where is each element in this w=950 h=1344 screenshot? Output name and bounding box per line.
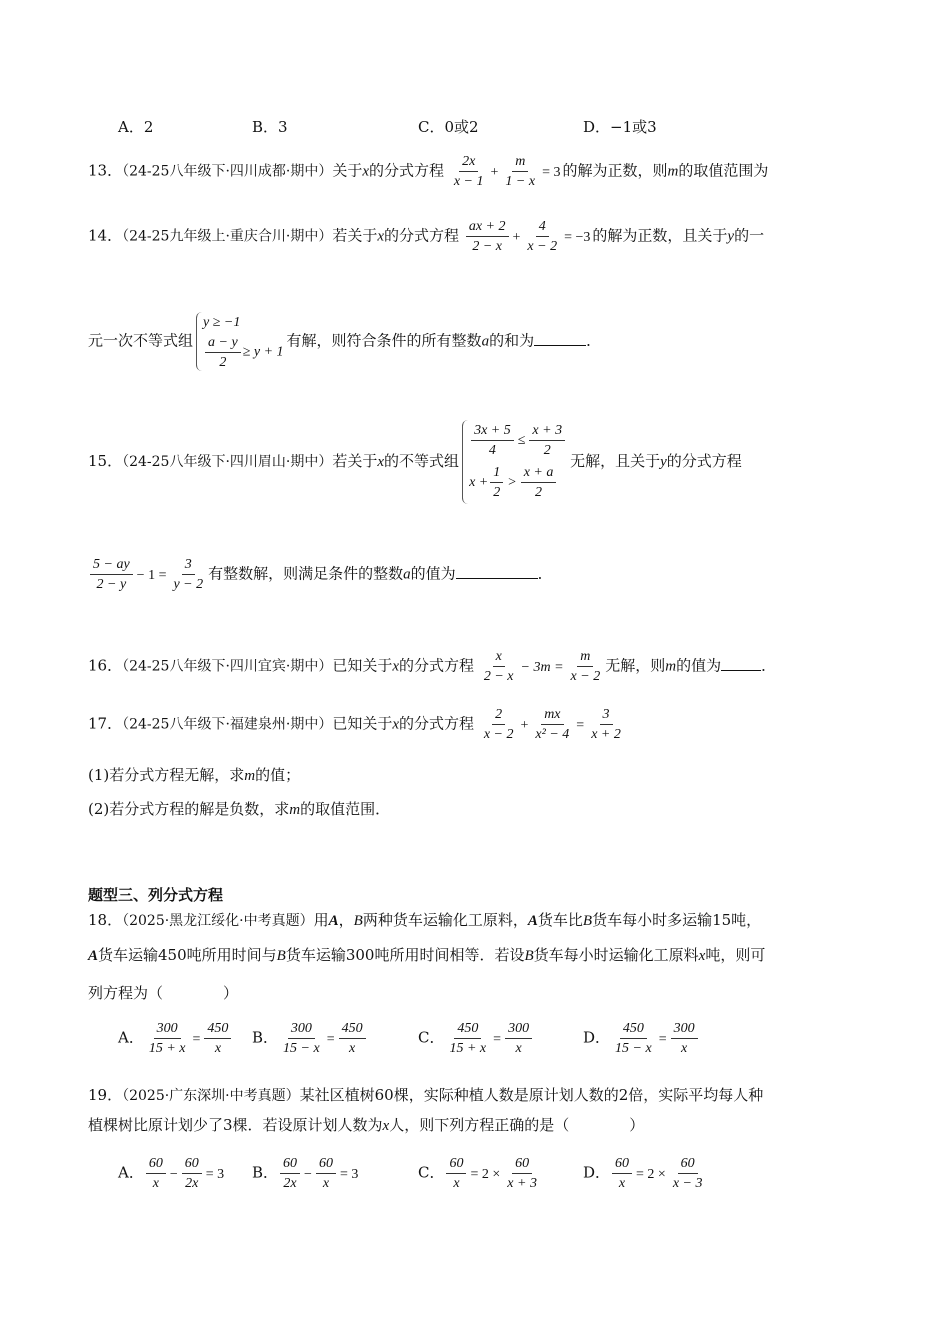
question-source: （24-25八年级下·四川成都·期中） xyxy=(122,163,333,180)
answer-blank[interactable] xyxy=(534,331,586,346)
question-18-line-2: A货车运输450吨所用时间与B货车运输300吨所用时间相等．若设B货车每小时运输化工原料x吨，则可 xyxy=(88,946,766,964)
question-19-line-2: 植棵树比原计划少了3棵．若设原计划人数为x人，则下列方程正确的是（ ） xyxy=(88,1116,645,1134)
question-18: 18．（2025·黑龙江绥化·中考真题）用A，B两种货车运输化工原料，A货车比B货车每小时多运输15吨， xyxy=(88,911,762,929)
inequality-system: y ≥ −1 $\frac{a - y}{2}$ ≥ y + 1 xyxy=(196,312,284,371)
question-17-part-1: (1)若分式方程无解，求m的值； xyxy=(88,766,301,784)
section-heading: 题型三、列分式方程 xyxy=(88,886,224,904)
q19-option-b[interactable]: B． $\frac{60}{2x}$ − $\frac{60}{x}$ = 3 xyxy=(252,1156,359,1191)
question-14-cont: 元一次不等式组 y ≥ −1 $\frac{a - y}{2}$ ≥ y + 1 有解，则符合条件的所有整数a的和为 ． xyxy=(88,312,601,371)
q19-option-a[interactable]: A． $\frac{60}{x}$ − $\frac{60}{2x}$ = 3 xyxy=(118,1156,225,1191)
q12-option-d: D．−1或3 xyxy=(583,118,657,136)
q12-option-c: C．0或2 xyxy=(418,118,479,136)
question-15-cont: $\frac{5 - ay}{2 - y}$ − 1 = $\frac{3}{y - 2}$ 有整数解，则满足条件的整数a的值为 ． xyxy=(88,556,553,593)
question-13: 13．（24-25八年级下·四川成都·期中）关于x的分式方程 $\frac{2x}{x - 1}$ + $\frac{m}{1 - x}$ = 3 的解为正数，则m的取值范围为 xyxy=(88,154,769,189)
q18-option-d[interactable]: D． $\frac{450}{15 - x}$ = $\frac{300}{x}$ xyxy=(583,1020,700,1057)
answer-blank[interactable] xyxy=(456,564,538,579)
q18-option-b[interactable]: B． $\frac{300}{15 - x}$ = $\frac{450}{x}$ xyxy=(252,1020,368,1057)
fraction: $\frac{2x}{x - 1}$ xyxy=(453,154,484,189)
fraction: $\frac{mx}{\text{x² − 4}}$ xyxy=(535,707,570,742)
question-number: 18． xyxy=(88,911,123,929)
question-17-part-2: (2)若分式方程的解是负数，求m的取值范围． xyxy=(88,800,391,818)
question-number: 19． xyxy=(88,1086,123,1104)
question-number: 13． xyxy=(88,161,123,180)
q18-option-a[interactable]: A． $\frac{300}{15 + x}$ = $\frac{450}{x}$ xyxy=(118,1020,233,1057)
question-15: 15．（24-25八年级下·四川眉山·期中）若关于x的不等式组 $\frac{3x + 5}{4}$ ≤ $\frac{x + 3}{2}$ x + $\frac{1}{2}$ > $\frac{x + a}{2}$ 无解，且关于y的分式方程 xyxy=(88,420,742,504)
inequality-system: $\frac{3x + 5}{4}$ ≤ $\frac{x + 3}{2}$ x + $\frac{1}{2}$ > $\frac{x + a}{2}$ xyxy=(462,420,567,504)
question-16: 16．（24-25八年级下·四川宜宾·期中）已知关于x的分式方程 $\frac{x}{2 - x}$ − 3m = $\frac{m}{x - 2}$ 无解，则m的值为 ． xyxy=(88,649,777,684)
fraction: $\frac{4}{x - 2}$ xyxy=(527,219,558,254)
question-source: （24-25八年级下·四川眉山·期中） xyxy=(122,454,333,470)
question-source: （2025·广东深圳·中考真题） xyxy=(122,1088,300,1104)
q19-option-c[interactable]: C． $\frac{60}{x}$ = 2 × $\frac{60}{x + 3}$ xyxy=(418,1156,537,1191)
q18-option-c[interactable]: C． $\frac{450}{15 + x}$ = $\frac{300}{x}$ xyxy=(418,1020,534,1057)
question-number: 15． xyxy=(88,452,123,470)
question-source: （2025·黑龙江绥化·中考真题） xyxy=(122,913,314,929)
question-source: （24-25九年级上·重庆合川·期中） xyxy=(122,228,333,245)
question-number: 16． xyxy=(88,656,123,675)
q12-option-a: A．2 xyxy=(118,118,154,136)
answer-blank[interactable] xyxy=(721,656,761,671)
fraction: $\frac{m}{1 - x}$ xyxy=(505,154,536,189)
question-source: （24-25八年级下·福建泉州·期中） xyxy=(122,716,333,733)
question-17: 17．（24-25八年级下·福建泉州·期中）已知关于x的分式方程 $\frac{2}{x - 2}$ + $\frac{mx}{\text{x² − 4}}$ = $\frac{3}{x + 2}$ xyxy=(88,706,626,743)
fraction: $\frac{5 - ay}{2 - y}$ xyxy=(90,556,133,593)
question-19: 19．（2025·广东深圳·中考真题）某社区植树60棵，实际种植人数是原计划人数的2倍，实际平均每人种 xyxy=(88,1086,764,1104)
question-18-line-3: 列方程为（ ） xyxy=(88,984,239,1002)
question-source: （24-25八年级下·四川宜宾·期中） xyxy=(122,658,333,675)
fraction: $\frac{m}{x - 2}$ xyxy=(570,649,601,684)
question-number: 14． xyxy=(88,226,123,245)
fraction: $\frac{ax + 2}{2 - x}$ xyxy=(466,218,509,255)
question-14: 14．（24-25九年级上·重庆合川·期中）若关于x的分式方程 $\frac{ax + 2}{2 - x}$ + $\frac{4}{x - 2}$ = −3 的解为正数，且关于y的一 xyxy=(88,219,765,254)
question-number: 17． xyxy=(88,714,123,733)
fraction: $\frac{2}{x - 2}$ xyxy=(483,707,514,742)
q12-option-b: B．3 xyxy=(252,118,288,136)
fraction: $\frac{x}{2 - x}$ xyxy=(483,649,514,684)
fraction: $\frac{3}{x + 2}$ xyxy=(591,707,621,742)
fraction: $\frac{3}{y - 2}$ xyxy=(173,557,204,592)
q19-option-d[interactable]: D． $\frac{60}{x}$ = 2 × $\frac{60}{x - 3}$ xyxy=(583,1156,703,1191)
